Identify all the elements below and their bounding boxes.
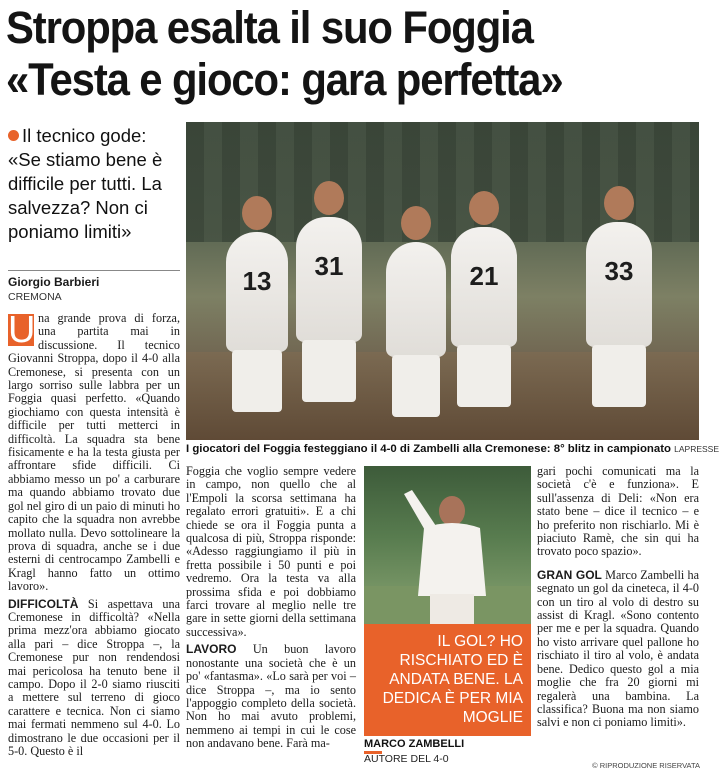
headline-line-1: Stroppa esalta il suo Foggia [6,2,533,53]
player-shorts [392,355,440,417]
photo-caption-text: I giocatori del Foggia festeggiano il 4-0 di Zambelli alla Cremonese: 8° blitz in campionato [186,443,671,455]
subhead-lavoro: LAVORO [186,642,237,657]
kicker-text: Il tecnico gode: «Se stiamo bene è difficile per tutti. La salvezza? Non ci poniamo limiti» [8,125,163,242]
player-figure [226,232,288,352]
article-column-1 [8,309,180,770]
kicker [8,124,180,244]
player-head [401,206,431,240]
player-shorts [457,345,511,407]
pull-quote-role: AUTORE DEL 4-0 [364,753,449,765]
article-column-3 [537,465,699,765]
article-paragraph [537,465,699,559]
player-head [604,186,634,220]
player-shorts [232,350,282,412]
article-paragraph [186,465,356,639]
byline-rule [8,270,180,271]
photo-credit: LAPRESSE [674,444,719,454]
bullet-dot-icon [8,130,19,141]
pull-quote-author: MARCO ZAMBELLI [364,738,465,750]
byline [8,270,180,303]
jersey-number: 13 [242,266,272,296]
player-figure [586,222,652,347]
byline-author: Giorgio Barbieri [8,275,100,289]
subhead-gran-gol: GRAN GOL [537,567,602,582]
paragraph-text: Un buon lavoro nonostante una società che è un po' «fantasma». «Lo sarà per voi – dice Stroppa –, ma io sento l'appoggio completo della società. Non ho mai avuto problemi, nemmeno ai tempi in cui le cose non andavano bene. Farà ma- [186,642,357,751]
copyright-notice: © RIPRODUZIONE RISERVATA [592,761,700,770]
player-head [314,181,344,215]
zambelli-photo [364,466,531,624]
paragraph-text: na grande prova di forza, una partita mai in discussione. Il tecnico Giovanni Stroppa, dopo il 4-0 alla Cremonese, si presenta con un largo sorriso sulle labbra per un Foggia quasi perfetto. «Quando giochiamo con questa intensità è difficile per tutti metterci in difficoltà. La squadra sta bene fisicamente e ha la testa giusta per affrontare sfide difficili. Ci abbiamo messo un po' a carburare ma quando abbiamo trovato due gol nel giro di un paio di minuti ho capito che la squadra non avrebbe mollato nulla. Devo sottolineare la prova di squadra, anche se i due esterni di centrocampo Zambelli e Kragl hanno fatto un ottimo lavoro». [8,311,180,594]
article-paragraph [537,569,699,730]
headline-line-2: «Testa e gioco: gara perfetta» [6,54,563,105]
article-paragraph [8,309,180,594]
dropcap: U [8,309,36,351]
player-figure [296,217,362,342]
player-celebrating-image [364,466,531,624]
paragraph-text: Marco Zambelli ha segnato un gol da cineteca, il 4-0 con un tiro al volo di destro su assist di Kragl. «Sono contento per me e per la squadra. Quando ho visto arrivare quel pallone ho rischiato il tiro al volo, è andata bene. Dedico questo gol a mia moglie che fra 20 giorni mi regalerà una bambina. La classifica? Buona ma non siamo salvi e non ci poniamo limiti». [537,567,699,730]
jersey-number: 21 [469,261,499,291]
player-head [469,191,499,225]
photo-caption [186,443,719,455]
article-column-2 [186,465,356,765]
byline-place: CREMONA [8,291,62,303]
main-photo [186,122,699,440]
pull-quote: IL GOL? HO RISCHIATO ED È ANDATA BENE. LA DEDICA È PER MIA MOGLIE [364,624,531,736]
paragraph-text: gari pochi comunicati ma la società c'è e funziona». E sull'assenza di Deli: «Non era stato bene – dice il tecnico – e ho preferito non rischiarlo. Mi è piaciuto Ramè, che sin qui ha trovato poco spazio». [537,464,699,559]
player-head [242,196,272,230]
jersey-number: 33 [604,256,634,286]
paragraph-text: Si aspettava una Cremonese in difficoltà? «Nella prima mezz'ora abbiamo giocato alla pari – dice Stroppa –, la Cremonese pur non rendendosi mai pericolosa ha tenuto bene il campo. Dopo il 2-0 siamo riusciti a mettere sul terreno di gioco carattere e tecnica. Non ci siamo mai fermati nemmeno sul 4-0. Lo dimostrano le due occasioni per il 5-0. Questo è il [8,596,180,758]
article-paragraph [8,598,180,759]
article-paragraph [186,643,356,750]
headline [6,2,653,106]
subhead-difficolta: DIFFICOLTÀ [8,596,79,611]
player-figure [386,242,446,357]
player-shorts [302,340,356,402]
paragraph-text: Foggia che voglio sempre vedere in campo, non quello che al l'Empoli la scorsa settimana ha regalato errori gratuiti». E a chi chiede se ora il Foggia punta a qualcosa di più, Stroppa risponde: «Adesso raggiungiamo il più in fretta possibile i 50 punti e poi vedremo. Ora la testa va alla prossima sfida e poi dobbiamo farci trovare al meglio nelle tre gare in sette giorni della settimana successiva». [186,464,356,639]
jersey-number: 31 [314,251,344,281]
player-shorts [592,345,646,407]
player-figure [451,227,517,347]
